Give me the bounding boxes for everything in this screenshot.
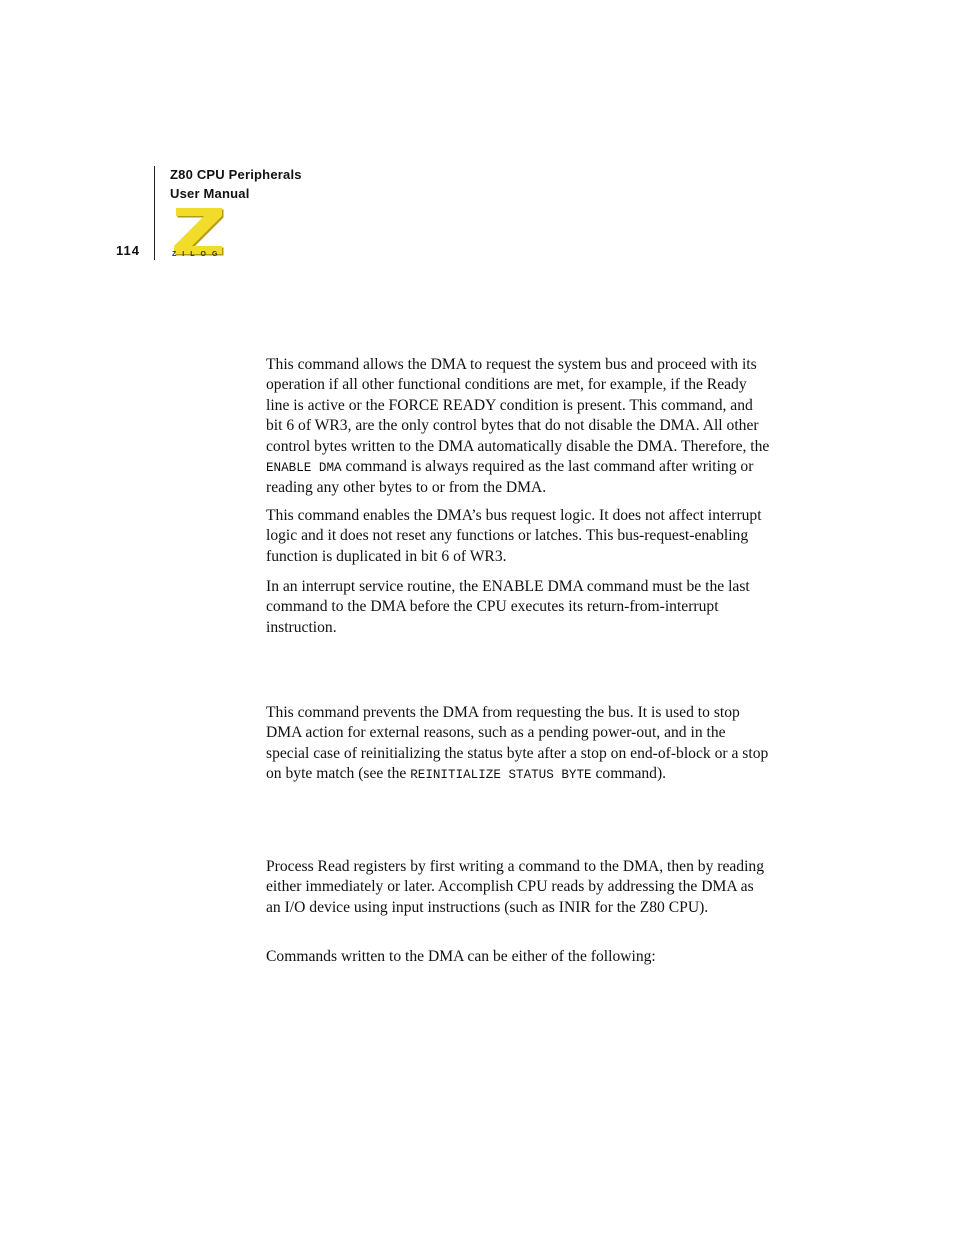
code-enable-dma: ENABLE DMA <box>266 461 342 476</box>
logo-wordmark: ZILOG <box>172 251 224 258</box>
enable-dma-paragraph-3: In an interrupt service routine, the ENABLE DMA command must be the last command to the DMA before the CPU executes its return-from-interrupt instruction. <box>266 578 750 636</box>
commands-intro-paragraph: Commands written to the DMA can be either of the following: <box>266 948 656 965</box>
page-number: 114 <box>116 243 140 258</box>
manual-title-line2: User Manual <box>170 186 250 201</box>
disable-dma-paragraph: This command prevents the DMA from requesting the bus. It is used to stop DMA action for external reasons, such as a pending power-out, and in the special case of reinitializing the status byte after a stop on end-of-block or a stop on byte match (see the REINITIALIZE STATUS BYTE command). <box>266 704 769 783</box>
header-divider <box>154 166 155 260</box>
code-reinitialize-status-byte: REINITIALIZE STATUS BYTE <box>410 768 592 783</box>
enable-dma-paragraph-2: This command enables the DMA’s bus request logic. It does not affect interrupt logic and it does not reset any functions or latches. This bus-request-enabling function is duplicated in bit 6 of WR3. <box>266 507 762 565</box>
enable-dma-paragraph-1: This command allows the DMA to request the system bus and proceed with its operation if all other functional conditions are met, for example, if the Ready line is active or the FORCE READY condition is present. This command, and bit 6 of WR3, are the only control bytes that do not disable the DMA. All other control bytes written to the DMA automatically disable the DMA. Therefore, the ENABLE DMA command is always required as the last command after writing or reading any other bytes to or from the DMA. <box>266 356 770 497</box>
manual-title <box>170 165 302 203</box>
manual-title-line1: Z80 CPU Peripherals <box>170 167 302 182</box>
read-registers-paragraph: Process Read registers by first writing a command to the DMA, then by reading either immediately or later. Accomplish CPU reads by addressing the DMA as an I/O device using input instructions (such as INIR for the Z80 CPU). <box>266 858 765 916</box>
